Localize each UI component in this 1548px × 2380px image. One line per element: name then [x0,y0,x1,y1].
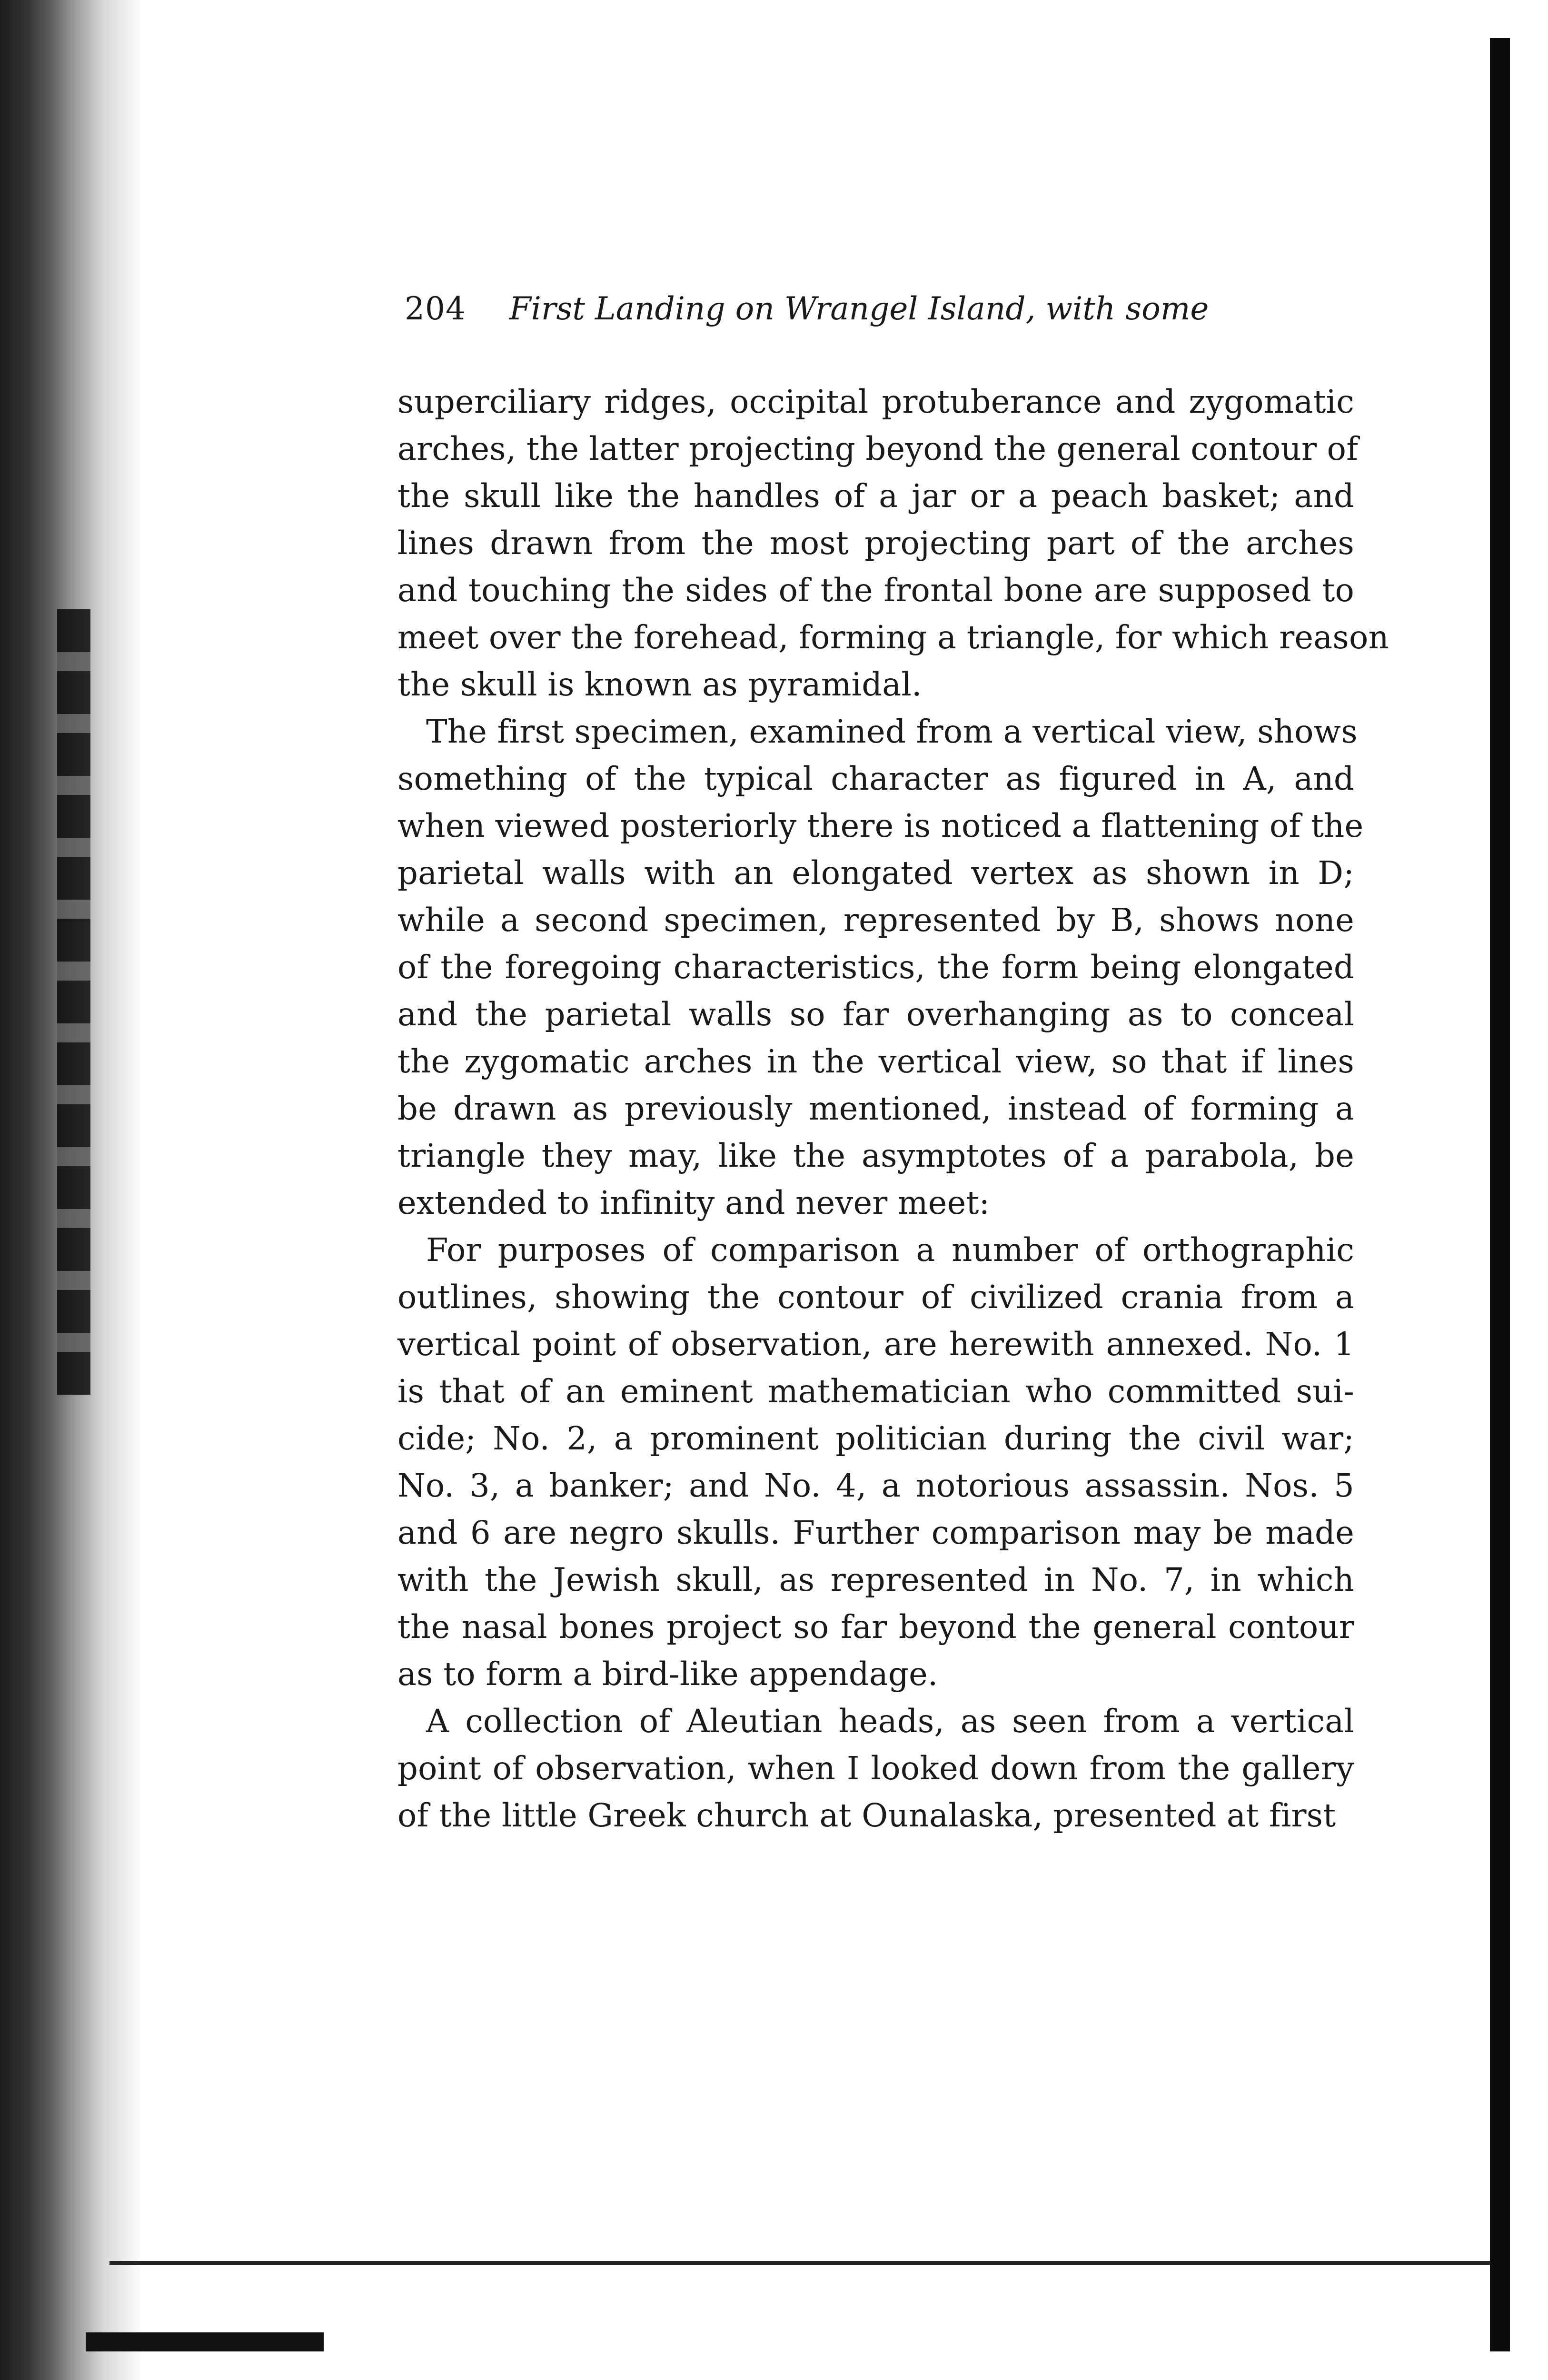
text-line: as to form a bird-like appendage. [397,1656,938,1693]
page-number: 204 [405,290,466,327]
scan-artifact-left [57,609,90,1395]
text-line: with the Jewish skull, as represented in No. 7, in which [397,1561,1354,1598]
text-line: and the parietal walls so far overhanging as to conceal [397,996,1354,1033]
text-line: triangle they may, like the asymptotes of a parabola, be [397,1137,1354,1174]
scan-edge-right [1490,38,1510,2351]
text-line: vertical point of observation, are herewith annexed. No. 1 [397,1326,1354,1363]
text-line: point of observation, when I looked down from the gallery [397,1750,1354,1787]
text-line: lines drawn from the most projecting part of the arches [397,525,1354,562]
text-line: extended to infinity and never meet: [397,1184,990,1221]
text-line: something of the typical character as figured in A, and [397,760,1354,797]
text-line: outlines, showing the contour of civilized crania from a [397,1279,1354,1316]
paragraph [397,1698,1354,1839]
paragraph [397,1227,1354,1698]
text-line: No. 3, a banker; and No. 4, a notorious assassin. Nos. 5 [397,1467,1354,1504]
text-line: and touching the sides of the frontal bone are supposed to [397,572,1354,609]
page-header [405,290,1333,343]
text-line: and 6 are negro skulls. Further comparison may be made [397,1514,1354,1551]
text-line: when viewed posteriorly there is noticed a flattening of the [397,807,1364,844]
text-line: the zygomatic arches in the vertical view, so that if lines [397,1043,1354,1080]
text-line: while a second specimen, represented by B, shows none [397,902,1354,939]
text-line: the skull is known as pyramidal. [397,666,922,703]
body-text [397,378,1389,1839]
scan-artifact-bottom [86,2332,324,2351]
running-head: First Landing on Wrangel Island, with some [509,290,1209,327]
text-line: arches, the latter projecting beyond the general contour of [397,430,1359,467]
paragraph [397,708,1364,1227]
text-line: cide; No. 2, a prominent politician during the civil war; [397,1420,1354,1457]
text-line: of the foregoing characteristics, the form being elongated [397,949,1354,986]
text-line: A collection of Aleutian heads, as seen from a vertical [426,1703,1354,1740]
text-line: The first specimen, examined from a vertical view, shows [426,713,1358,750]
text-line: superciliary ridges, occipital protuberance and zygomatic [397,383,1354,420]
text-line: be drawn as previously mentioned, instead of forming a [397,1090,1354,1127]
paragraph [397,378,1389,708]
text-line: of the little Greek church at Ounalaska, presented at first [397,1797,1336,1834]
text-line: the nasal bones project so far beyond the general contour [397,1608,1354,1646]
text-line: the skull like the handles of a jar or a peach basket; and [397,477,1354,515]
text-line: is that of an eminent mathematician who committed sui- [397,1373,1354,1410]
text-line: meet over the forehead, forming a triangle, for which reason [397,619,1389,656]
text-line: For purposes of comparison a number of orthographic [426,1231,1354,1269]
scan-edge-bottom [109,2261,1490,2265]
text-line: parietal walls with an elongated vertex as shown in D; [397,854,1354,892]
